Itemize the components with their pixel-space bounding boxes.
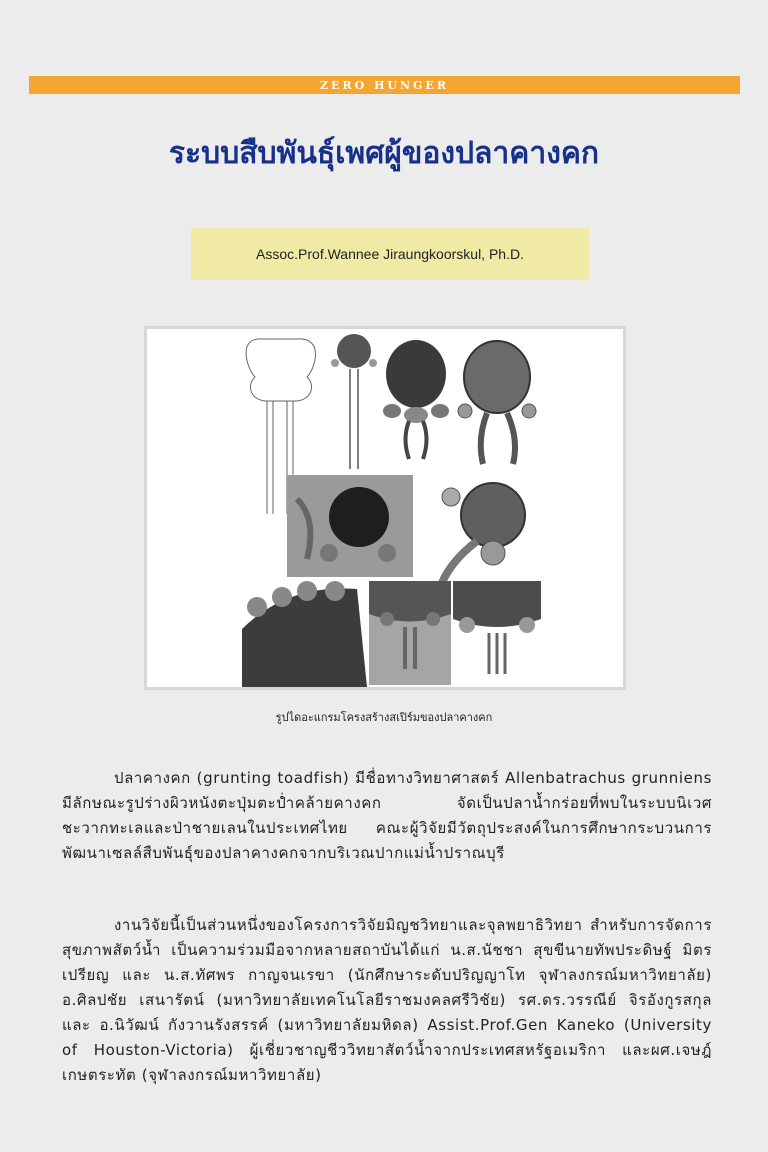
sperm-grey-drawing xyxy=(458,341,536,464)
page-title: ระบบสืบพันธุ์เพศผู้ของปลาคางคก xyxy=(168,136,600,171)
paragraph-intro: ปลาคางคก (grunting toadfish) มีชื่อทางวิทยาศาสตร์ Allenbatrachus grunniens มีลักษณะรูปร่างผิวหนังตะปุ่มตะป่ำคล้ายคางคก จัดเป็นปลาน้ำกร่อยที่พบในระบบนิเวศชะวากทะเลและป่าชายเลนในประเทศไทย คณะผู้วิจัยมีวัตถุประสงค์ในการศึกษากระบวนการพัฒนาเซลล์สืบพันธุ์ของปลาคางคกจากบริเวณปากแม่น้ำปราณบุรี xyxy=(62,769,712,862)
sperm-thin-drawing xyxy=(331,334,377,469)
sperm-diagram-figure xyxy=(144,326,626,690)
micrograph-bottom-middle xyxy=(369,581,451,685)
sperm-bottom-drawing xyxy=(453,581,541,685)
sperm-textured-drawing xyxy=(383,340,449,459)
category-label: ZERO HUNGER xyxy=(320,78,449,92)
author-name: Assoc.Prof.Wannee Jiraungkoorskul, Ph.D. xyxy=(256,246,524,262)
paragraph-collaborators: งานวิจัยนี้เป็นส่วนหนึ่งของโครงการวิจัยมิญชวิทยาและจุลพยาธิวิทยา สำหรับการจัดการสุขภาพสัตว์น้ำ เป็นความร่วมมือจากหลายสถาบันได้แก่ น.ส.นัชชา สุขขีนายทัพประดิษฐ์ มิตรเปรียญ และ น.ส.ทัศพร กาญจนเรขา (นักศึกษาระดับปริญญาโท จุฬาลงกรณ์มหาวิทยาลัย) อ.ศิลปชัย เสนารัตน์ (มหาวิทยาลัยเทคโนโลยีราชมงคลศรีวิชัย) รศ.ดร.วรรณีย์ จิรอังกูรสกุล และ อ.นิวัฒน์ กังวานรังสรรค์ (มหาวิทยาลัยมหิดล) Assist.Prof.Gen Kaneko (University of Houston-Victoria) ผู้เชี่ยวชาญชีววิทยาสัตว์น้ำจากประเทศสหรัฐอเมริกา และผศ.เจษฎ์ เกษตระทัต (จุฬาลงกรณ์มหาวิทยาลัย) xyxy=(62,916,712,1084)
sperm-diagram-image xyxy=(147,329,623,687)
sperm-side-drawing xyxy=(439,483,525,591)
category-banner xyxy=(29,76,740,94)
figure-caption: รูปไดอะแกรมโครงสร้างสเปิร์มของปลาคางคก xyxy=(275,711,493,724)
micrograph-middle xyxy=(287,475,413,577)
micrograph-bottom-left xyxy=(242,581,367,687)
author-box xyxy=(191,228,589,280)
